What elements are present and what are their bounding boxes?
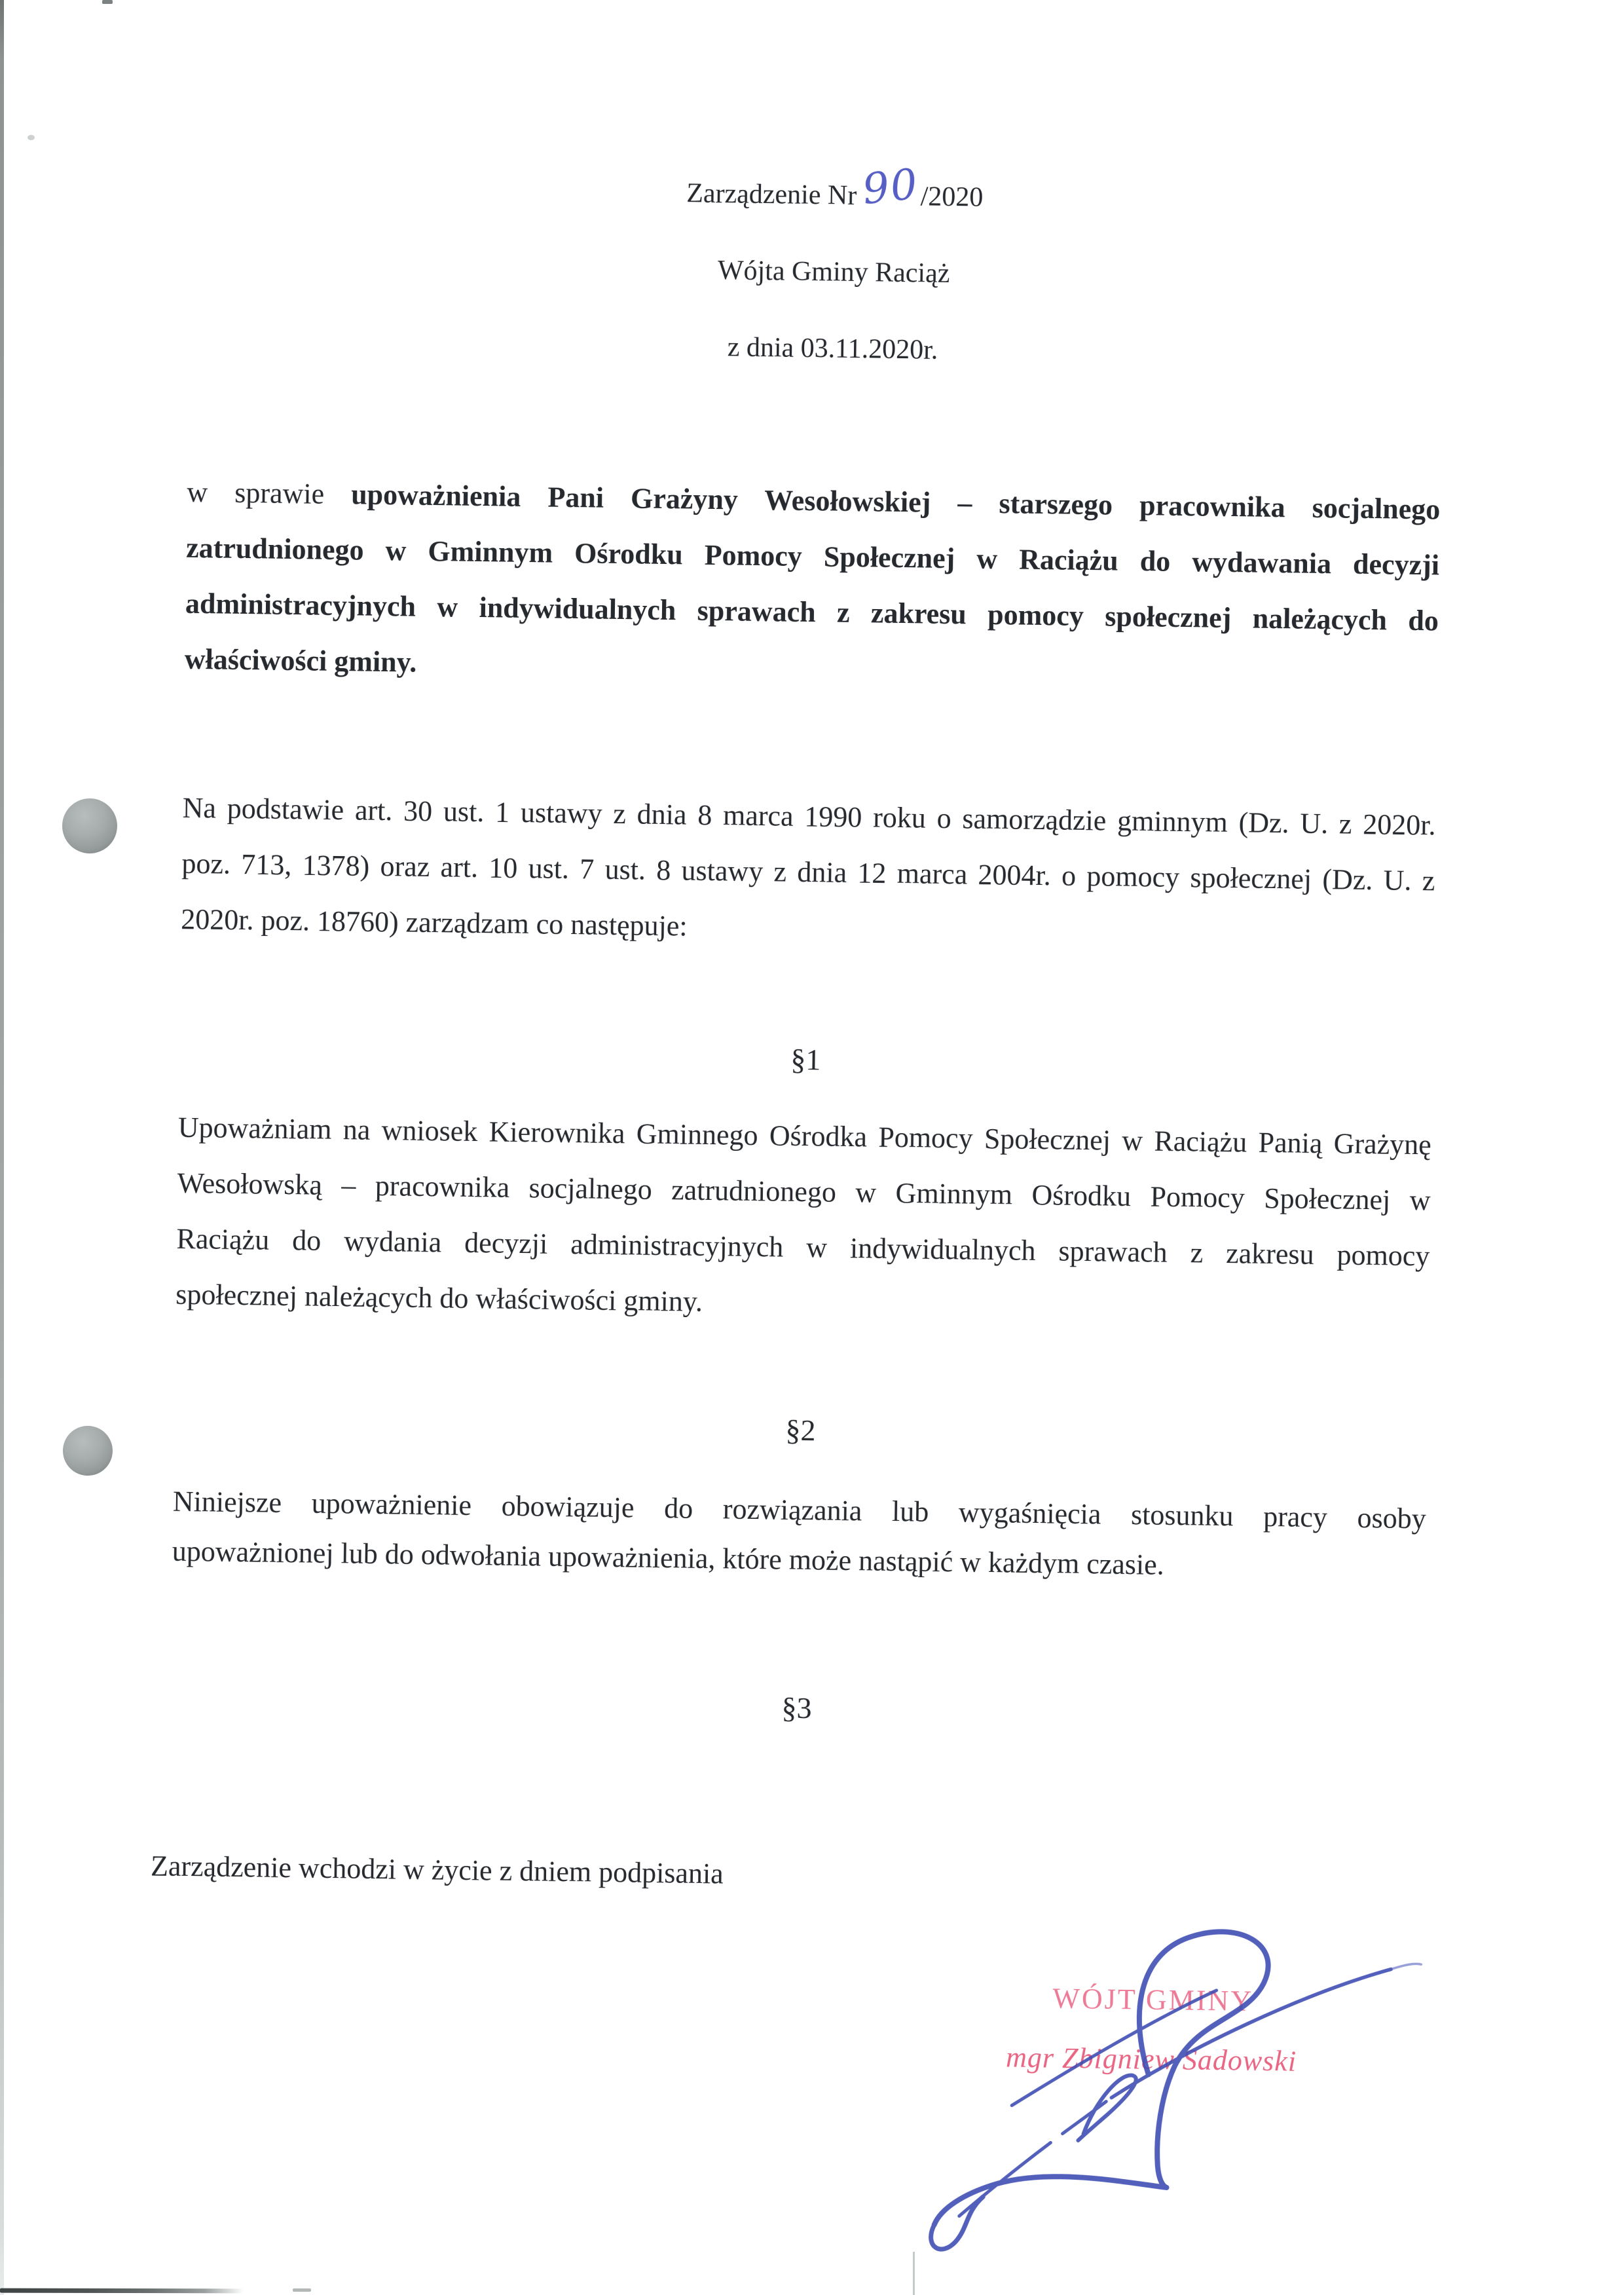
title-line-2: Wójta Gminy Raciąż xyxy=(717,255,950,289)
subject-bold-text: upoważnienia Pani Grażyny Wesołowskiej – starszego pracownika socjalnego xyxy=(350,478,1441,526)
subject-line: zatrudnionego w Gminnym Ośrodku Pomocy Społecznej w Raciążu do wydawania decyzji xyxy=(185,531,1440,582)
section-3-paragraph xyxy=(151,1838,1405,1911)
signature-stroke-diagonal-1 xyxy=(959,2141,1051,2217)
section-3-heading: §3 xyxy=(781,1690,812,1725)
signature-stroke-diagonal-2 xyxy=(1063,2101,1107,2135)
legal-basis-line: 2020r. poz. 18760) zarządzam co następuje: xyxy=(180,903,688,942)
title-line-3: z dnia 03.11.2020r. xyxy=(727,332,938,365)
bottom-edge-scan-line xyxy=(0,2288,244,2294)
handwritten-ordinance-number: 90 xyxy=(860,160,921,215)
section-2-paragraph xyxy=(172,1477,1426,1594)
subject-line: właściwości gminy. xyxy=(184,643,417,679)
bottom-edge-tick xyxy=(293,2288,311,2292)
signature-stroke-bottom-arc xyxy=(934,2175,1167,2228)
section-1-line: Raciążu do wydania decyzji administracyjnych w indywidualnych sprawach z zakresu pomocy xyxy=(176,1222,1430,1273)
section-1-paragraph xyxy=(175,1100,1432,1340)
section-1-line: społecznej należących do właściwości gminy. xyxy=(175,1278,703,1318)
signature-stroke-diagonal-tail xyxy=(1391,1964,1421,1969)
title-suffix: /2020 xyxy=(920,181,984,213)
section-2-line: upoważnionej lub do odwołania upoważnienia, które może nastąpić w każdym czasie. xyxy=(172,1535,1165,1581)
title-line-1 xyxy=(191,160,1462,224)
section-1-heading: §1 xyxy=(790,1042,821,1077)
section-1-line: Wesołowską – pracownika socjalnego zatrudnionego w Gminnym Ośrodku Pomocy Społecznej w xyxy=(177,1166,1431,1217)
subject-paragraph xyxy=(184,464,1441,705)
subject-line: administracyjnych w indywidualnych sprawach z zakresu pomocy społecznej należących do xyxy=(185,587,1439,637)
section-2-heading: §2 xyxy=(785,1413,816,1447)
subject-lead: w sprawie xyxy=(187,476,325,510)
signature-stroke-knot xyxy=(1078,2074,1135,2141)
legal-basis-paragraph xyxy=(181,780,1436,965)
signature-stroke-end-loop xyxy=(931,2196,983,2250)
section-3-line: Zarządzenie wchodzi w życie z dniem podpisania xyxy=(150,1850,724,1890)
legal-basis-line: Na podstawie art. 30 ust. 1 ustawy z dnia 8 marca 1990 roku o samorządzie gminnym (Dz. U. z 2020r. xyxy=(182,791,1436,842)
legal-basis-line: poz. 713, 1378) oraz art. 10 ust. 7 ust. 8 ustawy z dnia 12 marca 2004r. o pomocy społecznej (Dz. U. z xyxy=(181,847,1435,897)
section-1-line: Upoważniam na wniosek Kierownika Gminnego Ośrodka Pomocy Społecznej w Raciążu Panią Grażynę xyxy=(177,1111,1432,1161)
stamp-name: mgr Zbigniew Sadowski xyxy=(1005,2041,1297,2078)
section-2-line: Niniejsze upoważnienie obowiązuje do rozwiązania lub wygaśnięcia stosunku pracy osoby xyxy=(172,1485,1427,1535)
title-prefix: Zarządzenie Nr xyxy=(686,178,857,211)
stamp-title: WÓJT GMINY xyxy=(1052,1982,1254,2017)
